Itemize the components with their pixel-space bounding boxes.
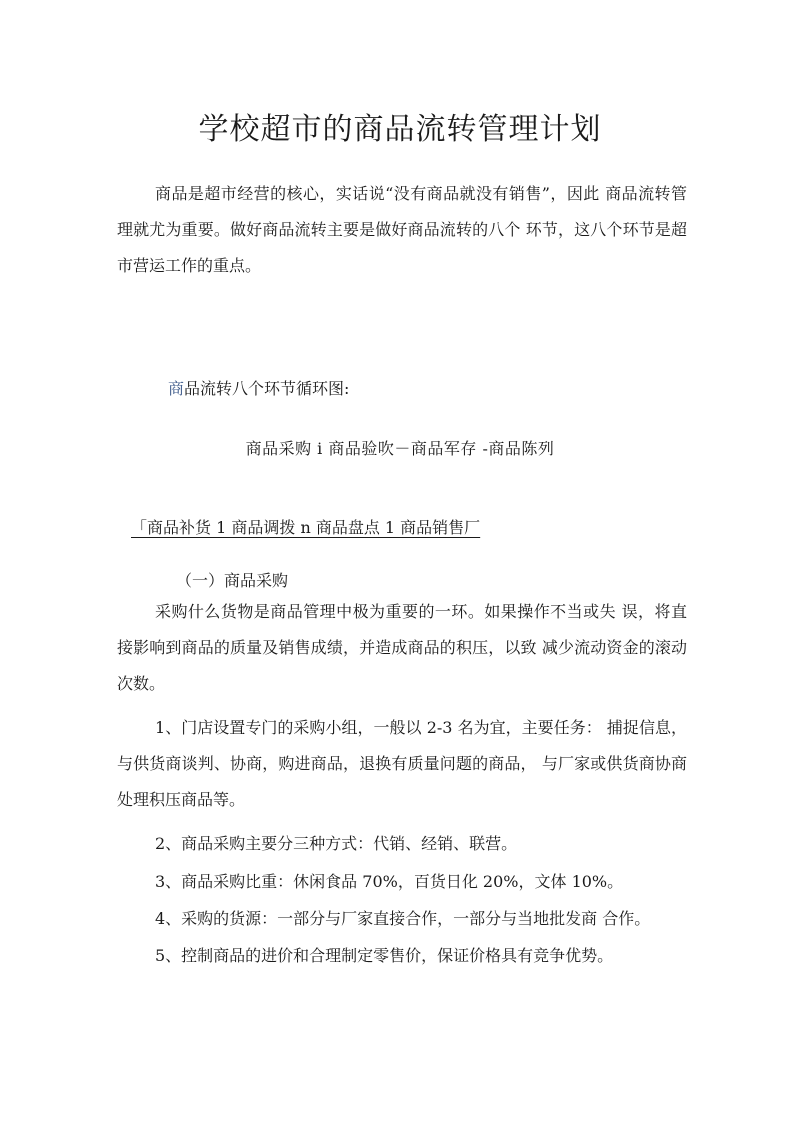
intro-paragraph: 商品是超市经营的核心，实话说“没有商品就没有销售”，因此 商品流转管理就尤为重要。做好商品流转主要是做好商品流转的八个 环节，这八个环节是超市营运工作的重点。 xyxy=(117,184,687,275)
cycle-row-1: 商品采购 i 商品验吹－商品军存 -商品陈列 xyxy=(245,439,555,458)
cycle-diagram-label xyxy=(168,376,349,399)
cycle-label-first-char: 商 xyxy=(168,379,185,398)
purchasing-paragraph: 采购什么货物是商品管理中极为重要的一环。如果操作不当或失 误，将直接影响到商品的质量及销售成绩，并造成商品的积压，以致 减少流动资金的滚动次数。 xyxy=(117,602,687,693)
purchasing-item-5: 5、控制商品的进价和合理制定零售价，保证价格具有竞争优势。 xyxy=(155,946,614,965)
purchasing-item-3: 3、商品采购比重：休闲食品 70%，百货日化 20%，文体 10%。 xyxy=(155,872,624,891)
purchasing-item-4: 4、采购的货源：一部分与厂家直接合作，一部分与当地批发商 合作。 xyxy=(155,909,651,928)
purchasing-item-2: 2、商品采购主要分三种方式：代销、经销、联营。 xyxy=(155,834,518,853)
cycle-label-rest: 品流转八个环节循环图: xyxy=(184,379,350,398)
section-heading-purchasing: （一）商品采购 xyxy=(176,571,289,590)
cycle-row-2: 「商品补货 1 商品调拨 n 商品盘点 1 商品销售厂 xyxy=(131,518,481,537)
purchasing-item-1: 1、门店设置专门的采购小组，一般以 2-3 名为宜，主要任务： 捕捉信息，与供货商谈判、协商，购进商品，退换有质量问题的商品， 与厂家或供货商协商处理积压商品等。 xyxy=(117,718,687,809)
document-title: 学校超市的商品流转管理计划 xyxy=(198,112,602,147)
